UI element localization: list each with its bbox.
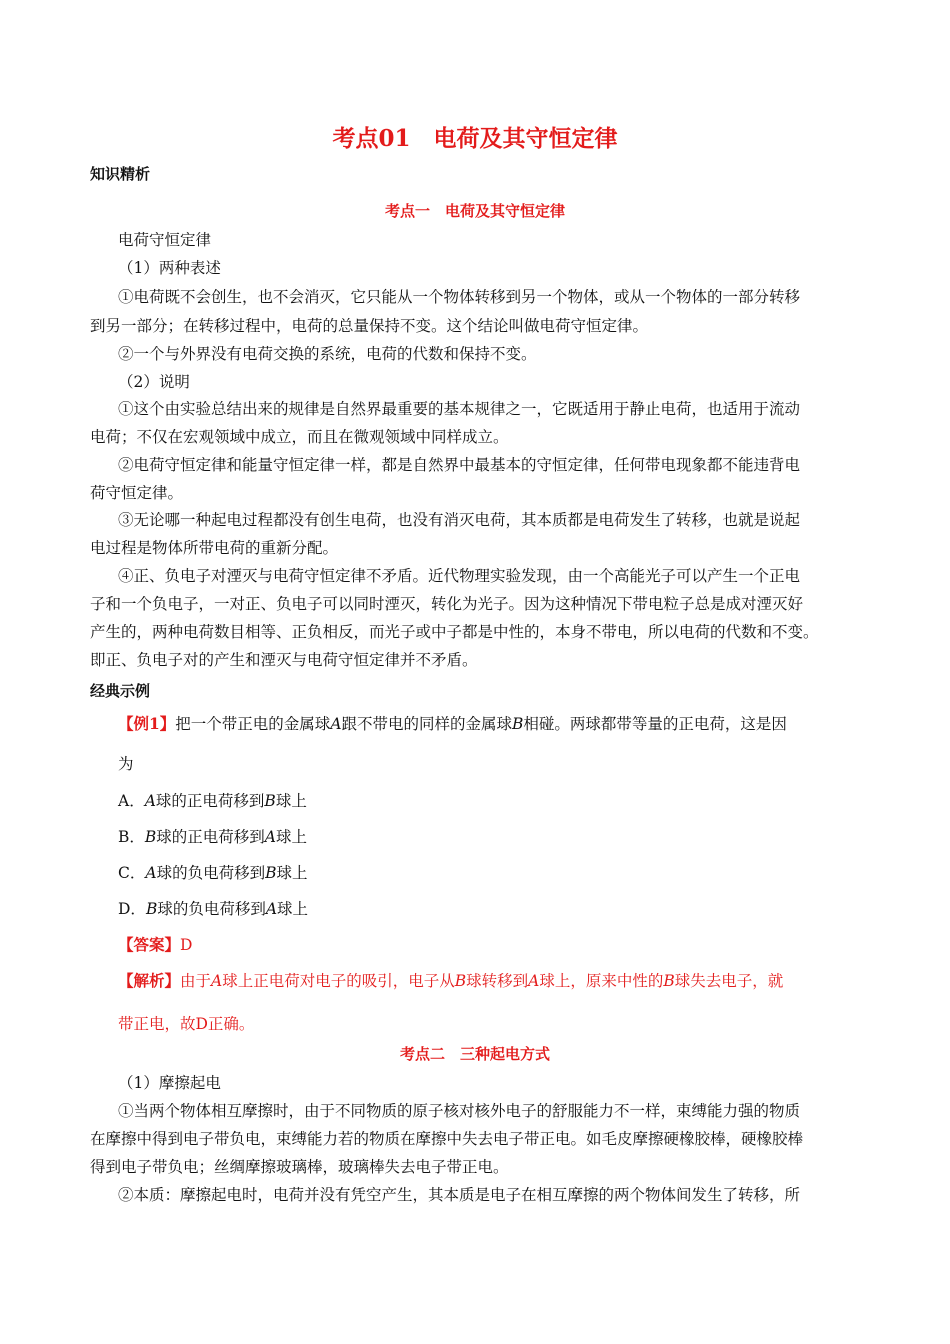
option-var: A	[145, 864, 157, 882]
paragraph-line: 产生的，两种电荷数目相等、正负相反，而光子或中子都是中性的，本身不带电，所以电荷的代数和不变。	[90, 623, 819, 641]
var-b: B	[512, 715, 524, 733]
example-tag: 【例1】	[118, 714, 176, 733]
option-text: 球的正电荷移到	[155, 792, 265, 810]
option-var: B	[265, 864, 277, 882]
paragraph-line: 即正、负电子对的产生和湮灭与电荷守恒定律并不矛盾。	[90, 651, 478, 669]
analysis-cont: 带正电，故D正确。	[118, 1015, 255, 1033]
example1-question-cont: 为	[118, 755, 134, 773]
var-b: B	[663, 972, 675, 990]
paragraph-line: ④正、负电子对湮灭与电荷守恒定律不矛盾。近代物理实验发现，由一个高能光子可以产生一个正电	[118, 567, 801, 585]
topic2-sub1: （1）摩擦起电	[118, 1074, 221, 1092]
option-var: A	[144, 792, 156, 810]
paragraph-line: 得到电子带负电；丝绸摩擦玻璃棒，玻璃棒失去电子带正电。	[90, 1158, 509, 1176]
option-var: B	[145, 900, 158, 918]
option-text: 球的正电荷移到	[156, 828, 265, 846]
topic1-sub1: （1）两种表述	[118, 259, 221, 277]
option-text: 球上	[277, 900, 309, 918]
topic1-heading: 考点一 电荷及其守恒定律	[384, 202, 565, 220]
var-a: A	[330, 715, 342, 733]
paragraph-line: 电荷；不仅在宏观领域中成立，而且在微观领域中同样成立。	[90, 428, 509, 446]
analysis	[118, 969, 783, 991]
option-b	[118, 825, 307, 847]
topic1-intro: 电荷守恒定律	[118, 231, 212, 249]
analysis-text: 球上正电荷对电子的吸引，电子从	[222, 972, 455, 990]
option-var: A	[264, 828, 276, 846]
answer	[118, 933, 192, 955]
analysis-tag: 【解析】	[118, 971, 181, 990]
option-a	[118, 789, 307, 811]
option-text: 球的负电荷移到	[156, 864, 266, 882]
paragraph-line: ①电荷既不会创生，也不会消灭，它只能从一个物体转移到另一个物体，或从一个物体的一部分转移	[118, 288, 801, 306]
paragraph-line: ②一个与外界没有电荷交换的系统，电荷的代数和保持不变。	[118, 345, 537, 363]
var-b: B	[454, 972, 467, 990]
var-a: A	[528, 972, 540, 990]
answer-value: D	[180, 936, 193, 954]
section-heading-examples: 经典示例	[90, 682, 151, 700]
page-title: 考点01 电荷及其守恒定律	[332, 125, 618, 152]
paragraph-line: ①这个由实验总结出来的规律是自然界最重要的基本规律之一，它既适用于静止电荷，也适用于流动	[118, 400, 801, 418]
paragraph-line: 到另一部分；在转移过程中，电荷的总量保持不变。这个结论叫做电荷守恒定律。	[90, 317, 649, 335]
option-text: 球上	[276, 864, 308, 882]
option-var: B	[144, 828, 157, 846]
analysis-text: 球上，原来中性的	[539, 972, 664, 990]
paragraph-line: 荷守恒定律。	[90, 484, 184, 502]
answer-tag: 【答案】	[118, 935, 181, 954]
option-var: A	[265, 900, 278, 918]
option-text: 球上	[276, 828, 308, 846]
paragraph-line: ②本质：摩擦起电时，电荷并没有凭空产生，其本质是电子在相互摩擦的两个物体间发生了转移，所	[118, 1186, 801, 1204]
question-text: 把一个带正电的金属球	[175, 715, 331, 733]
option-var: B	[264, 792, 276, 810]
option-prefix: A．	[118, 792, 145, 810]
option-text: 球的负电荷移到	[157, 900, 266, 918]
analysis-text: 由于	[180, 972, 212, 990]
example1-question	[118, 712, 787, 734]
section-heading-knowledge: 知识精析	[90, 165, 151, 183]
paragraph-line: ③无论哪一种起电过程都没有创生电荷，也没有消灭电荷，其本质都是电荷发生了转移，也就是说起	[118, 511, 801, 529]
option-text: 球上	[275, 792, 307, 810]
var-a: A	[211, 972, 223, 990]
option-prefix: B．	[118, 828, 145, 846]
option-d	[118, 897, 308, 919]
option-c	[118, 861, 308, 883]
option-prefix: D．	[118, 900, 146, 918]
paragraph-line: 在摩擦中得到电子带负电，束缚能力若的物质在摩擦中失去电子带正电。如毛皮摩擦硬橡胶棒，硬橡胶棒	[90, 1130, 804, 1148]
paragraph-line: ①当两个物体相互摩擦时，由于不同物质的原子核对核外电子的舒服能力不一样，束缚能力强的物质	[118, 1102, 801, 1120]
topic2-heading: 考点二 三种起电方式	[399, 1045, 550, 1063]
paragraph-line: ②电荷守恒定律和能量守恒定律一样，都是自然界中最基本的守恒定律，任何带电现象都不能违背电	[118, 456, 801, 474]
paragraph-line: 电过程是物体所带电荷的重新分配。	[90, 539, 339, 557]
question-text: 跟不带电的同样的金属球	[341, 715, 513, 733]
analysis-text: 球失去电子，就	[674, 972, 784, 990]
option-prefix: C．	[118, 864, 146, 882]
topic1-sub2: （2）说明	[118, 373, 190, 391]
paragraph-line: 子和一个负电子，一对正、负电子可以同时湮灭，转化为光子。因为这种情况下带电粒子总是成对湮灭好	[90, 595, 804, 613]
analysis-text: 球转移到	[466, 972, 529, 990]
question-text: 相碰。两球都带等量的正电荷，这是因	[523, 715, 787, 733]
